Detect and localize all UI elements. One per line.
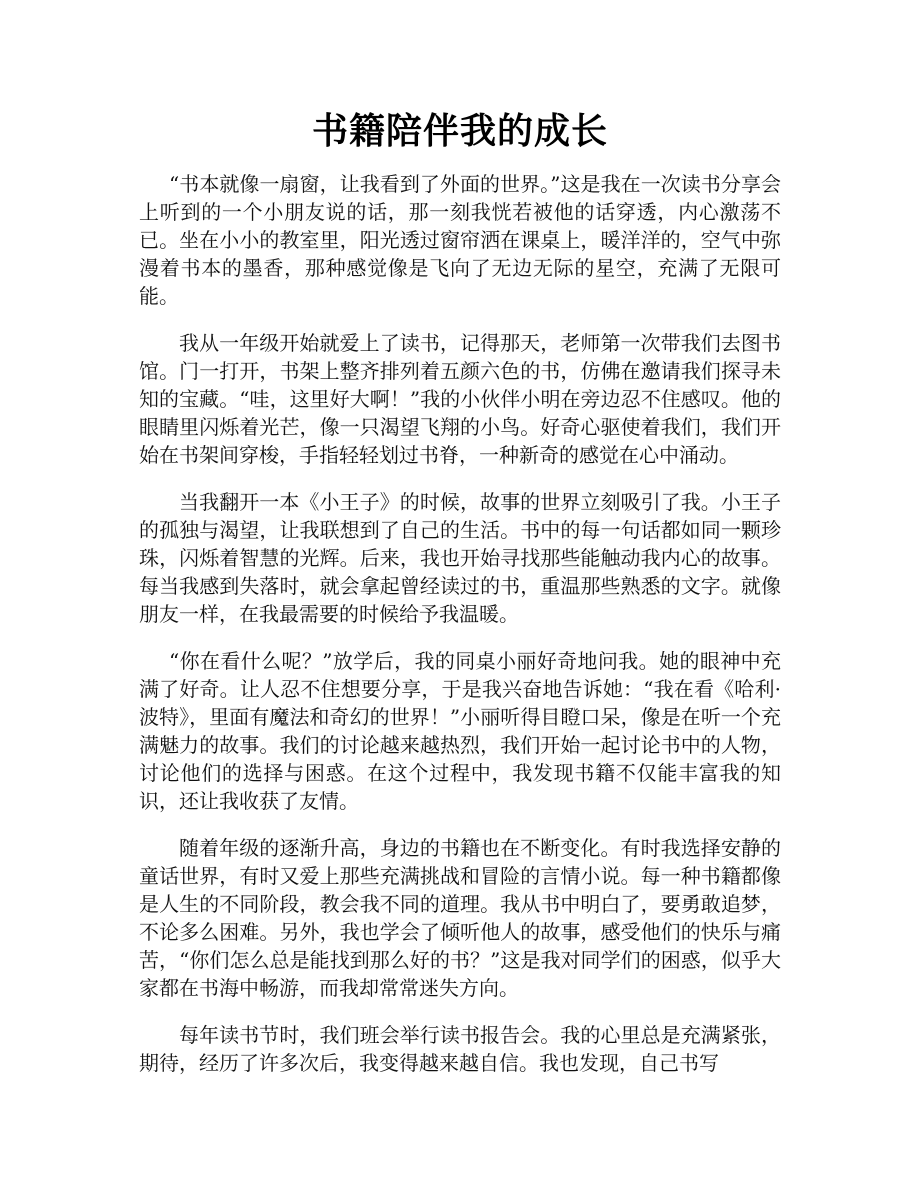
- paragraph: “书本就像一扇窗，让我看到了外面的世界。”这是我在一次读书分享会上听到的一个小朋友说的话，那一刻我恍若被他的话穿透，内心激荡不已。坐在小小的教室里，阳光透过窗帘洒在课桌上，暖洋洋的，空气中弥漫着书本的墨香，那种感觉像是飞向了无边无际的星空，充满了无限可能。: [139, 172, 781, 308]
- paragraph: “你在看什么呢？”放学后，我的同桌小丽好奇地问我。她的眼神中充满了好奇。让人忍不住想要分享，于是我兴奋地告诉她：“我在看《哈利·波特》，里面有魔法和奇幻的世界！”小丽听得目瞪口呆，像是在听一个充满魅力的故事。我们的讨论越来越热烈，我们开始一起讨论书中的人物，讨论他们的选择与困惑。在这个过程中，我发现书籍不仅能丰富我的知识，还让我收获了友情。: [139, 649, 781, 813]
- document-body: [139, 170, 781, 1096]
- document-title: 书籍陪伴我的成长: [311, 111, 608, 152]
- paragraph: 我从一年级开始就爱上了读书，记得那天，老师第一次带我们去图书馆。门一打开，书架上整齐排列着五颜六色的书，仿佛在邀请我们探寻未知的宝藏。“哇，这里好大啊！”我的小伙伴小明在旁边忍不住感叹。他的眼睛里闪烁着光芒，像一只渴望飞翔的小鸟。好奇心驱使着我们，我们开始在书架间穿梭，手指轻轻划过书脊，一种新奇的感觉在心中涌动。: [139, 331, 781, 467]
- paragraph: 每年读书节时，我们班会举行读书报告会。我的心里总是充满紧张，期待，经历了许多次后，我变得越来越自信。我也发现，自己书写: [139, 1023, 781, 1075]
- paragraph: 随着年级的逐渐升高，身边的书籍也在不断变化。有时我选择安静的童话世界，有时又爱上那些充满挑战和冒险的言情小说。每一种书籍都像是人生的不同阶段，教会我不同的道理。我从书中明白了，要勇敢追梦，不论多么困难。另外，我也学会了倾听他人的故事，感受他们的快乐与痛苦，“你们怎么总是能找到那么好的书？”这是我对同学们的困惑，似乎大家都在书海中畅游，而我却常常迷失方向。: [139, 836, 781, 1000]
- paragraph: 当我翻开一本《小王子》的时候，故事的世界立刻吸引了我。小王子的孤独与渴望，让我联想到了自己的生活。书中的每一句话都如同一颗珍珠，闪烁着智慧的光辉。后来，我也开始寻找那些能触动我内心的故事。每当我感到失落时，就会拿起曾经读过的书，重温那些熟悉的文字。就像朋友一样，在我最需要的时候给予我温暖。: [139, 490, 781, 626]
